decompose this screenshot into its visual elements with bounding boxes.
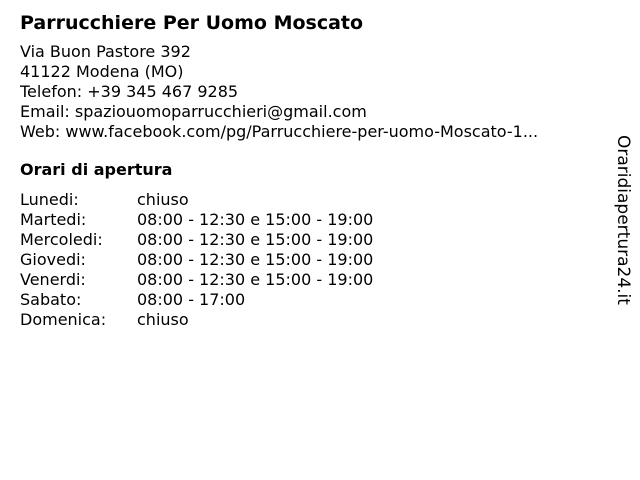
website-line[interactable]: Web: www.facebook.com/pg/Parrucchiere-per-uomo-Moscato-1... xyxy=(20,122,539,141)
hours-row-sunday xyxy=(20,310,600,330)
hours-day-label: Martedi: xyxy=(20,210,87,229)
hours-time-value: 08:00 - 12:30 e 15:00 - 19:00 xyxy=(137,250,374,269)
hours-day-label: Giovedi: xyxy=(20,250,86,269)
opening-hours-table xyxy=(20,190,600,330)
hours-time-value: 08:00 - 12:30 e 15:00 - 19:00 xyxy=(137,230,374,249)
hours-day-label: Sabato: xyxy=(20,290,82,309)
address-city: 41122 Modena (MO) xyxy=(20,62,184,81)
hours-row-tuesday xyxy=(20,210,600,230)
hours-row-thursday xyxy=(20,250,600,270)
email-line[interactable]: Email: spaziouomoparrucchieri@gmail.com xyxy=(20,102,367,121)
address-street: Via Buon Pastore 392 xyxy=(20,42,191,61)
phone-line[interactable]: Telefon: +39 345 467 9285 xyxy=(20,82,239,101)
hours-row-wednesday xyxy=(20,230,600,250)
site-watermark: Oraridiapertura24.it xyxy=(613,135,633,305)
hours-day-label: Mercoledi: xyxy=(20,230,103,249)
hours-row-friday xyxy=(20,270,600,290)
hours-day-label: Venerdi: xyxy=(20,270,86,289)
hours-time-value: chiuso xyxy=(137,190,189,209)
hours-time-value: 08:00 - 12:30 e 15:00 - 19:00 xyxy=(137,270,374,289)
business-name: Parrucchiere Per Uomo Moscato xyxy=(20,12,364,34)
hours-time-value: 08:00 - 12:30 e 15:00 - 19:00 xyxy=(137,210,374,229)
hours-time-value: 08:00 - 17:00 xyxy=(137,290,246,309)
business-card xyxy=(20,10,600,330)
hours-time-value: chiuso xyxy=(137,310,189,329)
hours-day-label: Lunedi: xyxy=(20,190,79,209)
hours-row-saturday xyxy=(20,290,600,310)
hours-day-label: Domenica: xyxy=(20,310,107,329)
opening-hours-title: Orari di apertura xyxy=(20,160,173,179)
hours-row-monday xyxy=(20,190,600,210)
